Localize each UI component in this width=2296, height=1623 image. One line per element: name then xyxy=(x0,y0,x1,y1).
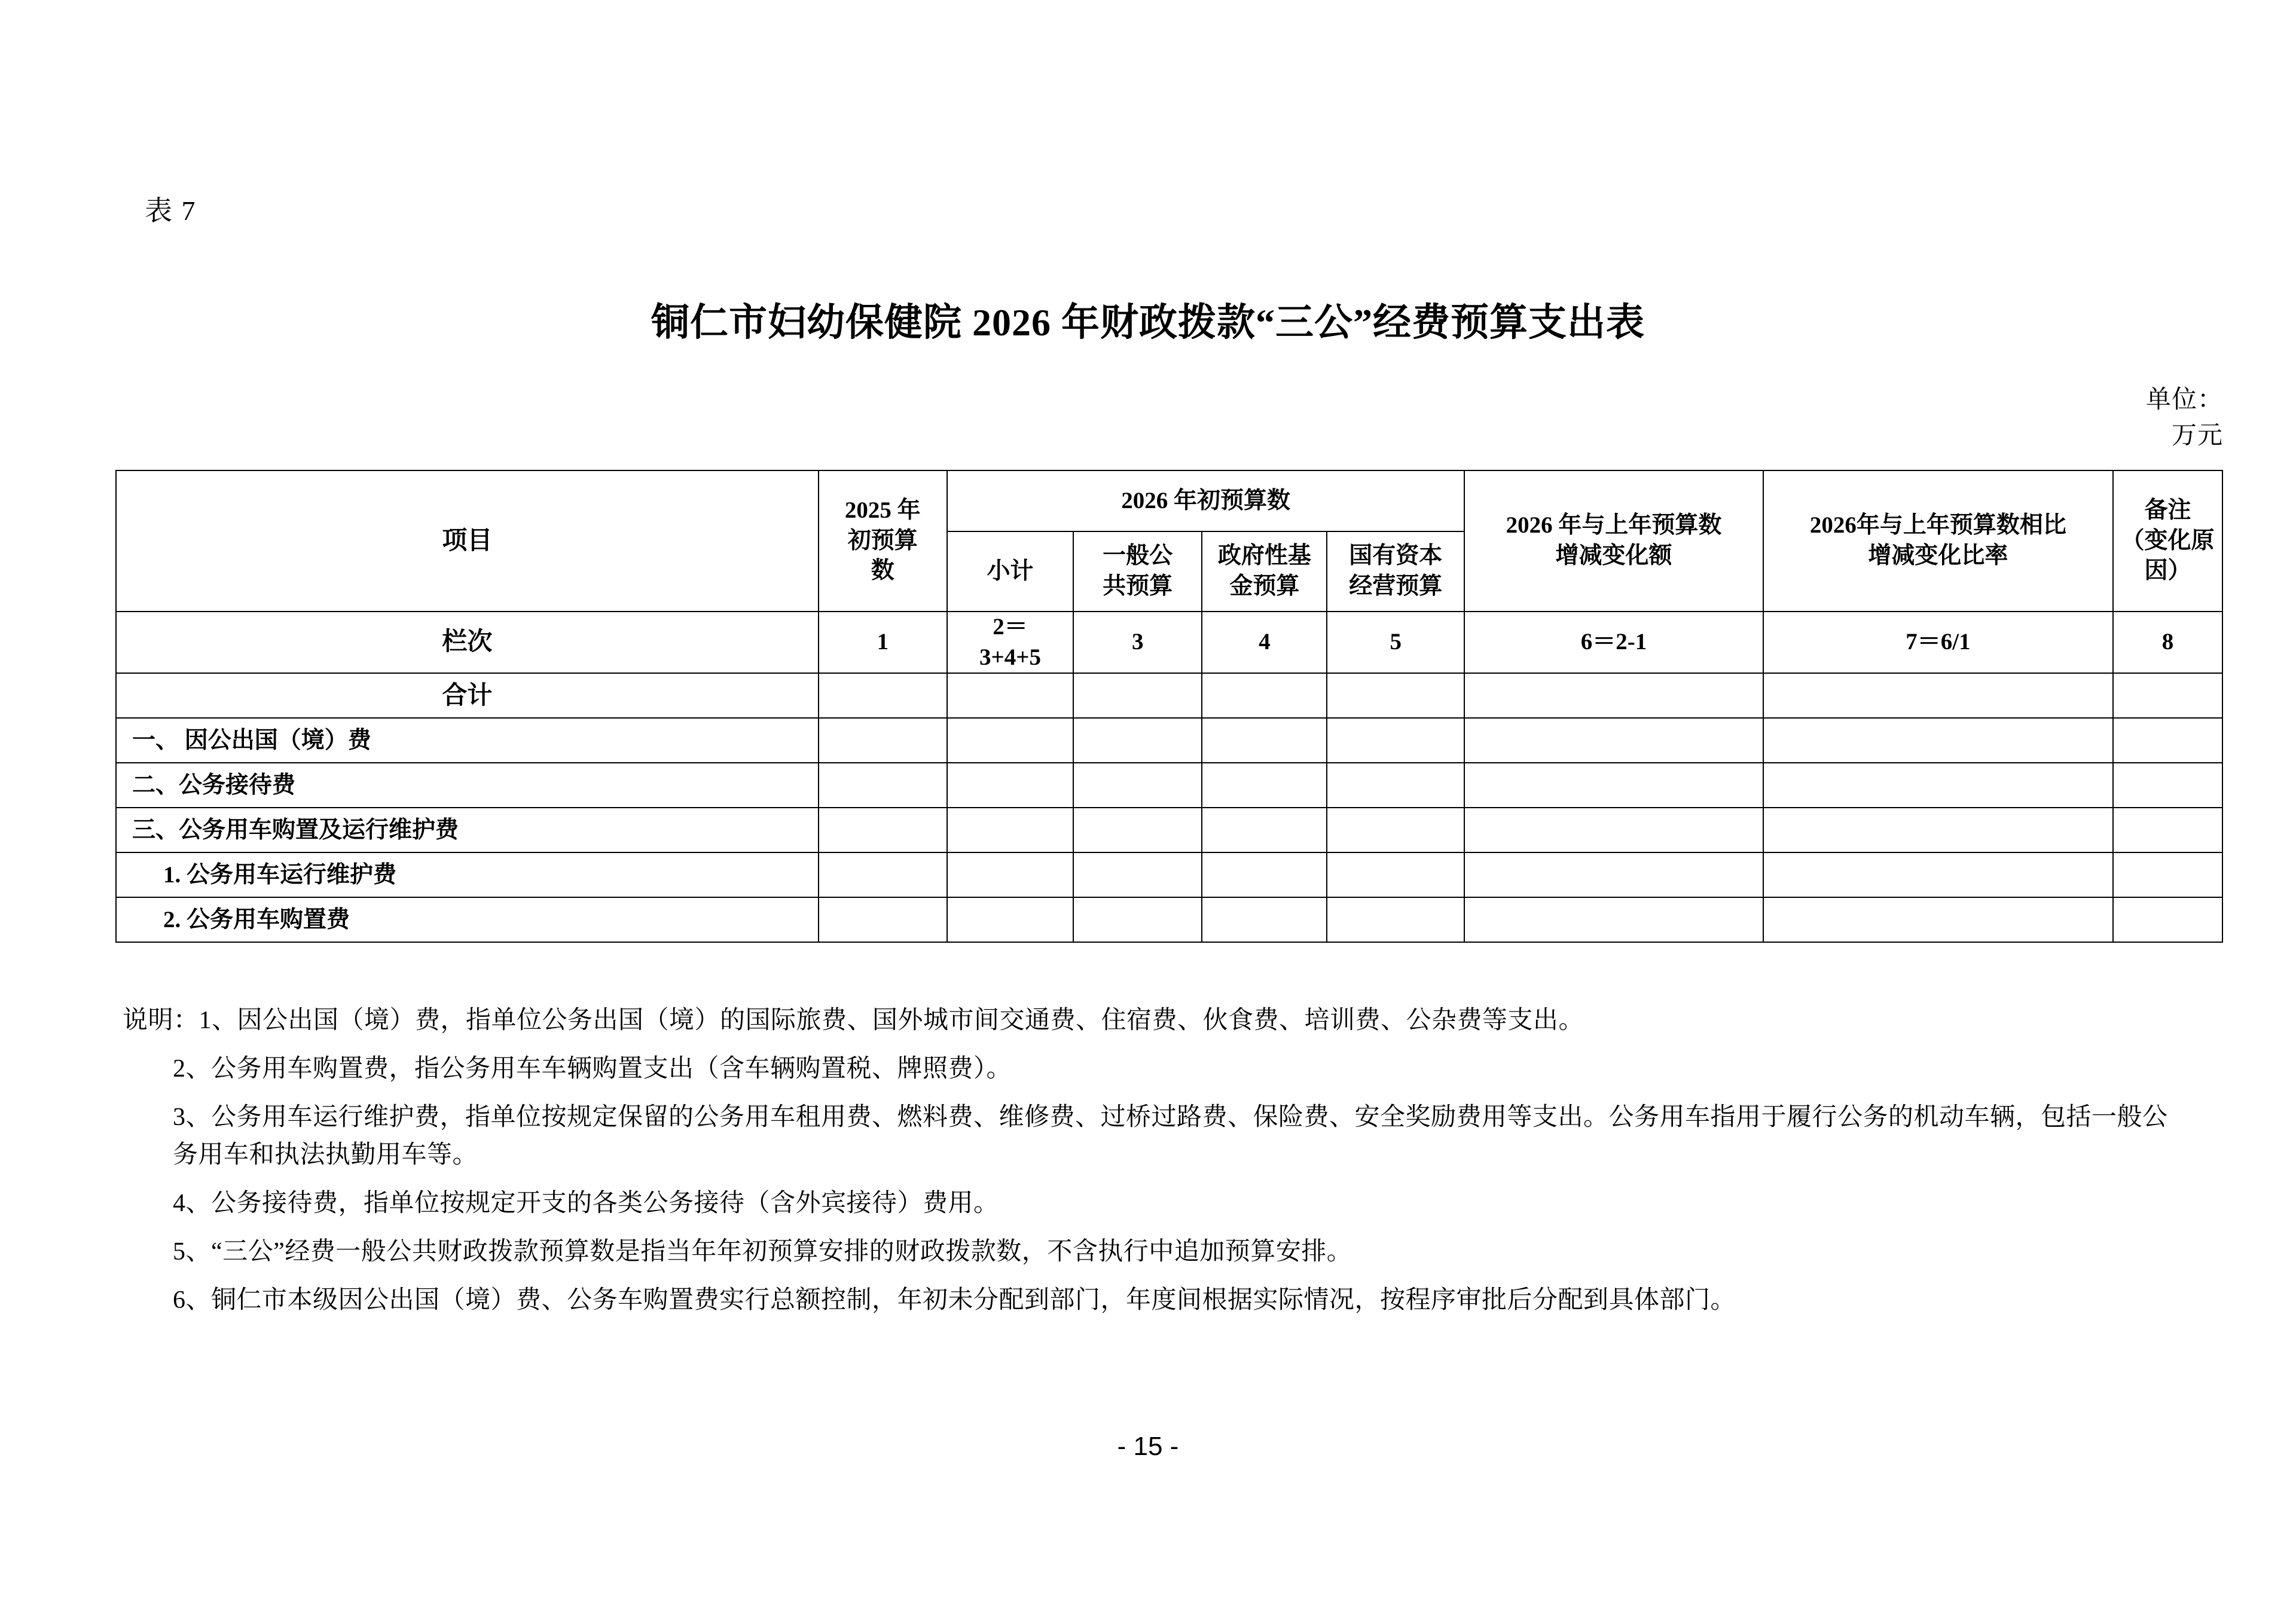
row-remark xyxy=(2113,763,2222,808)
header-subtotal: 小计 xyxy=(947,531,1073,612)
table-row xyxy=(116,897,2222,942)
row-label: 2. 公务用车购置费 xyxy=(116,897,819,942)
note-item-2: 2、公务用车购置费，指公务用车车辆购置支出（含车辆购置税、牌照费）。 xyxy=(173,1055,1012,1083)
row-rate xyxy=(1763,763,2113,808)
lane-soe-capital: 5 xyxy=(1327,612,1464,673)
row-year-2025 xyxy=(819,763,947,808)
row-rate xyxy=(1763,852,2113,897)
header-general-public-line2: 共预算 xyxy=(1103,573,1173,599)
sheet-label: 表 7 xyxy=(145,195,197,226)
row-delta xyxy=(1464,673,1763,718)
lane-subtotal xyxy=(947,612,1073,673)
row-gov-fund xyxy=(1202,673,1327,718)
table-row xyxy=(116,763,2222,808)
header-gov-fund-line2: 金预算 xyxy=(1229,573,1300,599)
notes-section xyxy=(123,1002,2191,1330)
table-row xyxy=(116,808,2222,852)
header-rate xyxy=(1763,470,2113,612)
header-delta-line1: 2026 年与上年预算数 xyxy=(1506,512,1722,539)
unit-note xyxy=(2146,383,2223,454)
lane-delta: 6＝2-1 xyxy=(1464,612,1763,673)
header-remark-line1: 备注 xyxy=(2144,497,2191,523)
note-item-6: 6、铜仁市本级因公出国（境）费、公务车购置费实行总额控制，年初未分配到部门，年度间根据实际情况，按程序审批后分配到具体部门。 xyxy=(173,1286,1736,1314)
row-remark xyxy=(2113,852,2222,897)
row-label: 1. 公务用车运行维护费 xyxy=(116,852,819,897)
row-general-public xyxy=(1073,718,1202,763)
header-year-2025 xyxy=(819,470,947,612)
header-soe-capital-budget xyxy=(1327,531,1464,612)
header-group-2026: 2026 年初预算数 xyxy=(947,470,1464,531)
lane-label: 栏次 xyxy=(116,612,819,673)
row-soe-capital xyxy=(1327,718,1464,763)
lane-remark: 8 xyxy=(2113,612,2222,673)
lane-rate: 7＝6/1 xyxy=(1763,612,2113,673)
row-label: 三、公务用车购置及运行维护费 xyxy=(116,808,819,852)
note-item-3: 3、公务用车运行维护费，指单位按规定保留的公务用车租用费、燃料费、维修费、过桥过路费、保险费、安全奖励费用等支出。公务用车指用于履行公务的机动车辆，包括一般公务用车和执法执勤用车等。 xyxy=(173,1103,2168,1169)
row-rate xyxy=(1763,897,2113,942)
row-soe-capital xyxy=(1327,852,1464,897)
lane-subtotal-line2: 3+4+5 xyxy=(979,644,1041,670)
lane-general-public: 3 xyxy=(1073,612,1202,673)
row-soe-capital xyxy=(1327,808,1464,852)
header-general-public-line1: 一般公 xyxy=(1103,543,1173,569)
row-soe-capital xyxy=(1327,673,1464,718)
lane-subtotal-line1: 2＝ xyxy=(993,614,1028,640)
table-row xyxy=(116,852,2222,897)
row-label: 合计 xyxy=(116,673,819,718)
header-delta xyxy=(1464,470,1763,612)
row-subtotal xyxy=(947,808,1073,852)
header-year-2025-line3: 数 xyxy=(871,558,894,584)
row-gov-fund xyxy=(1202,897,1327,942)
row-remark xyxy=(2113,897,2222,942)
row-general-public xyxy=(1073,808,1202,852)
row-delta xyxy=(1464,763,1763,808)
table-lane-row xyxy=(116,612,2222,673)
unit-label: 单位： xyxy=(2145,386,2223,414)
header-remark xyxy=(2113,470,2222,612)
lane-gov-fund: 4 xyxy=(1202,612,1327,673)
page-title: 铜仁市妇幼保健院 2026 年财政拨款“三公”经费预算支出表 xyxy=(651,301,1645,344)
row-rate xyxy=(1763,673,2113,718)
header-soe-capital-line1: 国有资本 xyxy=(1349,543,1443,569)
row-remark xyxy=(2113,808,2222,852)
row-subtotal xyxy=(947,897,1073,942)
header-soe-capital-line2: 经营预算 xyxy=(1349,573,1443,599)
row-delta xyxy=(1464,718,1763,763)
table-row xyxy=(116,718,2222,763)
row-gov-fund xyxy=(1202,718,1327,763)
row-subtotal xyxy=(947,852,1073,897)
row-general-public xyxy=(1073,673,1202,718)
header-year-2025-line1: 2025 年 xyxy=(844,497,921,523)
header-general-public-budget xyxy=(1073,531,1202,612)
header-gov-fund-budget xyxy=(1202,531,1327,612)
header-item: 项目 xyxy=(116,470,819,612)
page-number: - 15 - xyxy=(1117,1432,1179,1461)
unit-value: 万元 xyxy=(2171,421,2223,450)
row-label: 二、公务接待费 xyxy=(116,763,819,808)
row-rate xyxy=(1763,718,2113,763)
note-item-1: 说明：1、因公出国（境）费，指单位公务出国（境）的国际旅费、国外城市间交通费、住宿费、伙食费、培训费、公杂费等支出。 xyxy=(123,1007,1584,1034)
row-remark xyxy=(2113,718,2222,763)
row-year-2025 xyxy=(819,808,947,852)
header-remark-line3: 因） xyxy=(2144,558,2191,584)
row-rate xyxy=(1763,808,2113,852)
lane-year-2025: 1 xyxy=(819,612,947,673)
table-row xyxy=(116,673,2222,718)
row-year-2025 xyxy=(819,673,947,718)
note-item-5: 5、“三公”经费一般公共财政拨款预算数是指当年年初预算安排的财政拨款数，不含执行中追加预算安排。 xyxy=(173,1238,1352,1266)
header-gov-fund-line1: 政府性基 xyxy=(1217,543,1311,569)
row-year-2025 xyxy=(819,852,947,897)
row-delta xyxy=(1464,852,1763,897)
header-rate-line1: 2026年与上年预算数相比 xyxy=(1809,512,2066,539)
row-label: 一、 因公出国（境）费 xyxy=(116,718,819,763)
row-general-public xyxy=(1073,852,1202,897)
row-subtotal xyxy=(947,763,1073,808)
row-subtotal xyxy=(947,673,1073,718)
row-gov-fund xyxy=(1202,852,1327,897)
row-general-public xyxy=(1073,897,1202,942)
header-delta-line2: 增减变化额 xyxy=(1555,543,1672,568)
budget-table xyxy=(115,470,2223,943)
row-gov-fund xyxy=(1202,808,1327,852)
table-header-row-1 xyxy=(116,470,2222,531)
row-year-2025 xyxy=(819,718,947,763)
row-soe-capital xyxy=(1327,897,1464,942)
row-subtotal xyxy=(947,718,1073,763)
row-year-2025 xyxy=(819,897,947,942)
header-remark-line2: （变化原 xyxy=(2121,527,2215,554)
row-soe-capital xyxy=(1327,763,1464,808)
row-general-public xyxy=(1073,763,1202,808)
header-rate-line2: 增减变化比率 xyxy=(1868,543,2008,568)
note-item-4: 4、公务接待费，指单位按规定开支的各类公务接待（含外宾接待）费用。 xyxy=(173,1190,999,1218)
row-remark xyxy=(2113,673,2222,718)
row-gov-fund xyxy=(1202,763,1327,808)
row-delta xyxy=(1464,897,1763,942)
header-year-2025-line2: 初预算 xyxy=(847,527,918,554)
row-delta xyxy=(1464,808,1763,852)
